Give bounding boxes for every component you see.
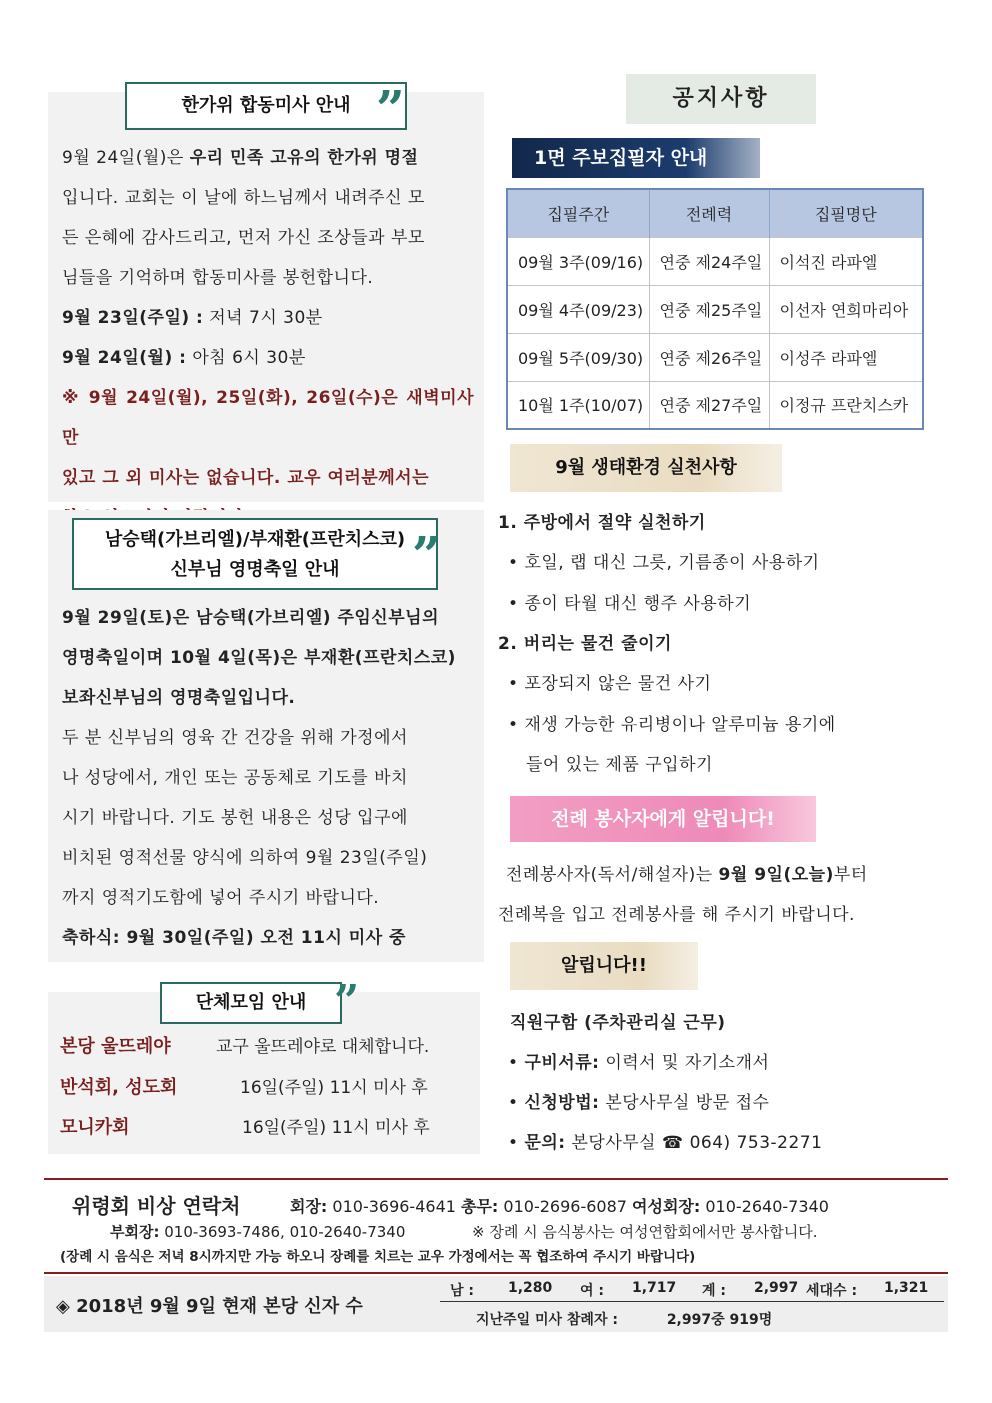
table-cell: 이성주 라파엘 <box>769 333 923 381</box>
notice-banner-text: 알립니다!! <box>561 955 647 976</box>
count-value: 2,997 <box>754 1280 799 1296</box>
footer-divider-top <box>44 1178 948 1180</box>
table-row <box>507 237 923 285</box>
table-header-row <box>507 189 923 237</box>
feast-text: 영명축일이며 10월 4일(목)은 부재환(프란치스코) <box>62 648 456 668</box>
chuseok-text: 입니다. 교회는 이 날에 하느님께서 내려주신 모 <box>62 188 425 208</box>
count-value: 1,717 <box>632 1280 677 1296</box>
chuseok-title-box <box>125 82 407 130</box>
count-value: 1,321 <box>884 1280 929 1296</box>
table-cell: 09월 3주(09/16) <box>507 237 649 285</box>
feast-text: 시기 바랍니다. 기도 봉헌 내용은 성당 입구에 <box>62 808 408 828</box>
notice-title-text: 공지사항 <box>672 86 770 111</box>
quote-icon: ” <box>334 976 360 1027</box>
hiring-title: 직원구함 (주차관리실 근무) <box>510 1013 726 1033</box>
feast-text: 까지 영적기도함에 넣어 주시기 바랍니다. <box>62 888 380 908</box>
count-label: 남 : <box>450 1283 474 1299</box>
hiring-label: 문의: <box>524 1133 566 1153</box>
feast-body <box>62 598 470 958</box>
funeral-note: ※ 장례 시 음식봉사는 여성연합회에서만 봉사합니다. <box>472 1223 818 1241</box>
vice-contacts <box>110 1221 405 1242</box>
count-value: 1,280 <box>508 1280 553 1296</box>
hiring-label: 신청방법: <box>524 1093 600 1113</box>
group-name: 모니카회 <box>60 1117 130 1138</box>
table-header: 전례력 <box>649 189 769 237</box>
eco-banner <box>510 444 782 492</box>
table-cell: 연중 제25주일 <box>649 285 769 333</box>
feast-text: 나 성당에서, 개인 또는 공동체로 기도를 바치 <box>62 768 408 788</box>
table-cell: 이선자 연희마리아 <box>769 285 923 333</box>
hiring-label: 구비서류: <box>524 1053 600 1073</box>
hiring-value: 이력서 및 자기소개서 <box>599 1053 770 1073</box>
group-row <box>60 1071 470 1101</box>
liturgy-line <box>506 860 868 885</box>
writer-banner-text: 1면 주보집필자 안내 <box>534 147 708 169</box>
writer-banner <box>512 138 760 178</box>
count-label: 계 : <box>702 1283 726 1299</box>
table-cell: 09월 4주(09/23) <box>507 285 649 333</box>
mass-time: 아침 6시 30분 <box>186 348 306 368</box>
mass-date-label: 9월 23일(주일) : <box>62 308 204 328</box>
attendance-value: 2,997중 919명 <box>666 1312 773 1328</box>
table-header: 집필명단 <box>769 189 923 237</box>
eco-item-text: 재생 가능한 유리병이나 알루미늄 용기에 <box>524 715 836 735</box>
eco-banner-text: 9월 생태환경 실천사항 <box>555 457 737 478</box>
contact-label: 회장: <box>290 1197 328 1216</box>
liturgy-line: 전례복을 입고 전례봉사를 해 주시기 바랍니다. <box>498 905 855 925</box>
feast-text: 비치된 영적선물 양식에 의하여 9월 23일(주일) <box>62 848 428 868</box>
chuseok-body <box>62 138 474 538</box>
chuseok-text: 님들을 기억하며 합동미사를 봉헌합니다. <box>62 268 374 288</box>
hiring-item: • 신청방법: 본당사무실 방문 접수 <box>508 1093 770 1113</box>
table-cell: 연중 제24주일 <box>649 237 769 285</box>
feast-text: 두 분 신부님의 영육 간 건강을 위해 가정에서 <box>62 728 408 748</box>
contact-phone: 010-2640-7340 <box>700 1197 829 1216</box>
eco-item-cont: 들어 있는 제품 구입하기 <box>526 755 713 775</box>
group-name: 반석회, 성도회 <box>60 1077 178 1098</box>
table-row <box>507 333 923 381</box>
chuseok-note: 있고 그 외 미사는 없습니다. 교우 여러분께서는 <box>62 468 429 488</box>
chuseok-highlight: 우리 민족 고유의 한가위 명절 <box>189 148 419 168</box>
eco-item: • 종이 타월 대신 행주 사용하기 <box>508 594 752 614</box>
contact-phone: 010-2696-6087 <box>498 1197 627 1216</box>
eco-item: • 재생 가능한 유리병이나 알루미늄 용기에 <box>508 715 836 735</box>
census-counts <box>440 1278 944 1302</box>
group-info: 교구 울뜨레야로 대체합니다. <box>216 1037 430 1057</box>
table-cell: 09월 5주(09/30) <box>507 333 649 381</box>
hiring-value: 본당사무실 방문 접수 <box>599 1093 770 1113</box>
groups-title-box <box>160 982 342 1024</box>
writer-table <box>506 188 924 430</box>
table-row <box>507 285 923 333</box>
table-cell: 연중 제26주일 <box>649 333 769 381</box>
feast-closing: 축하식: 9월 30일(주일) 오전 11시 미사 중 <box>62 928 406 948</box>
chuseok-text: 든 은혜에 감사드리고, 먼저 가신 조상들과 부모 <box>62 228 425 248</box>
eco-item: • 포장되지 않은 물건 사기 <box>508 674 712 694</box>
group-name: 본당 울뜨레야 <box>60 1036 171 1057</box>
mass-date-label: 9월 24일(월) : <box>62 348 187 368</box>
footer-divider-bottom <box>44 1272 948 1274</box>
liturgy-banner-text: 전례 봉사자에게 알립니다! <box>551 808 775 830</box>
eco-heading: 1. 주방에서 절약 실천하기 <box>498 513 706 533</box>
hiring-item: • 구비서류: 이력서 및 자기소개서 <box>508 1053 770 1073</box>
liturgy-banner <box>510 796 816 842</box>
feast-title-line2: 신부님 영명축일 안내 <box>170 559 340 580</box>
feast-title-line1: 남승택(가브리엘)/부재환(프란치스코) <box>104 529 406 550</box>
group-row <box>60 1111 470 1141</box>
attendance <box>476 1309 772 1329</box>
table-cell: 연중 제27주일 <box>649 381 769 429</box>
emergency-title: 위령회 비상 연락처 <box>72 1194 241 1218</box>
attendance-label: 지난주일 미사 참례자 : <box>476 1312 618 1328</box>
table-header: 집필주간 <box>507 189 649 237</box>
quote-icon: ” <box>376 79 405 138</box>
liturgy-text: 전례봉사자(독서/해설자)는 <box>506 865 719 885</box>
eco-item-text: 종이 타월 대신 행주 사용하기 <box>524 594 752 614</box>
feast-text: 9월 29일(토)은 남승택(가브리엘) 주임신부님의 <box>62 608 439 628</box>
liturgy-date: 9월 9일(오늘) <box>718 865 834 885</box>
table-cell: 이정규 프란치스카 <box>769 381 923 429</box>
eco-item-text: 포장되지 않은 물건 사기 <box>524 674 712 694</box>
chuseok-note: ※ 9월 24일(월), 25일(화), 26일(수)은 새벽미사만 <box>62 388 474 448</box>
contact-label: 총무: <box>461 1197 499 1216</box>
group-info: 16일(주일) 11시 미사 후 <box>240 1078 428 1098</box>
table-cell: 이석진 라파엘 <box>769 237 923 285</box>
table-cell: 10월 1주(10/07) <box>507 381 649 429</box>
contact-phone: 010-3696-4641 <box>327 1197 456 1216</box>
groups-title: 단체모임 안내 <box>195 992 307 1013</box>
contact-label: 여성회장: <box>632 1197 701 1216</box>
feast-title-box <box>72 518 438 590</box>
eco-item-text: 호일, 랩 대신 그릇, 기름종이 사용하기 <box>524 553 820 573</box>
eco-item: • 호일, 랩 대신 그릇, 기름종이 사용하기 <box>508 553 820 573</box>
hiring-item: • 문의: 본당사무실 ☎ 064) 753-2271 <box>508 1133 823 1153</box>
notice-banner <box>510 942 698 990</box>
feast-text: 보좌신부님의 영명축일입니다. <box>62 688 296 708</box>
group-row <box>60 1030 470 1060</box>
emergency-phones <box>290 1194 829 1217</box>
mass-time: 저녁 7시 30분 <box>203 308 323 328</box>
contact-label: 부회장: <box>110 1223 160 1241</box>
notice-title <box>626 74 816 124</box>
eco-heading: 2. 버리는 물건 줄이기 <box>498 634 672 654</box>
table-row <box>507 381 923 429</box>
count-label: 여 : <box>580 1283 604 1299</box>
chuseok-text: 9월 24일(월)은 <box>62 148 190 168</box>
contact-phone: 010-3693-7486, 010-2640-7340 <box>159 1223 406 1241</box>
funeral-note2: (장례 시 음식은 저녁 8시까지만 가능 하오니 장례를 치르는 교우 가정에서는 꼭 협조하여 주시기 바랍니다) <box>60 1249 696 1265</box>
chuseok-title: 한가위 합동미사 안내 <box>181 95 351 116</box>
hiring-value: 본당사무실 ☎ 064) 753-2271 <box>565 1133 823 1153</box>
liturgy-text: 부터 <box>833 865 868 885</box>
quote-icon: ” <box>412 525 441 584</box>
census-label: ◈ 2018년 9월 9일 현재 본당 신자 수 <box>56 1296 363 1317</box>
group-info: 16일(주일) 11시 미사 후 <box>242 1118 430 1138</box>
count-label: 세대수 : <box>806 1283 858 1299</box>
